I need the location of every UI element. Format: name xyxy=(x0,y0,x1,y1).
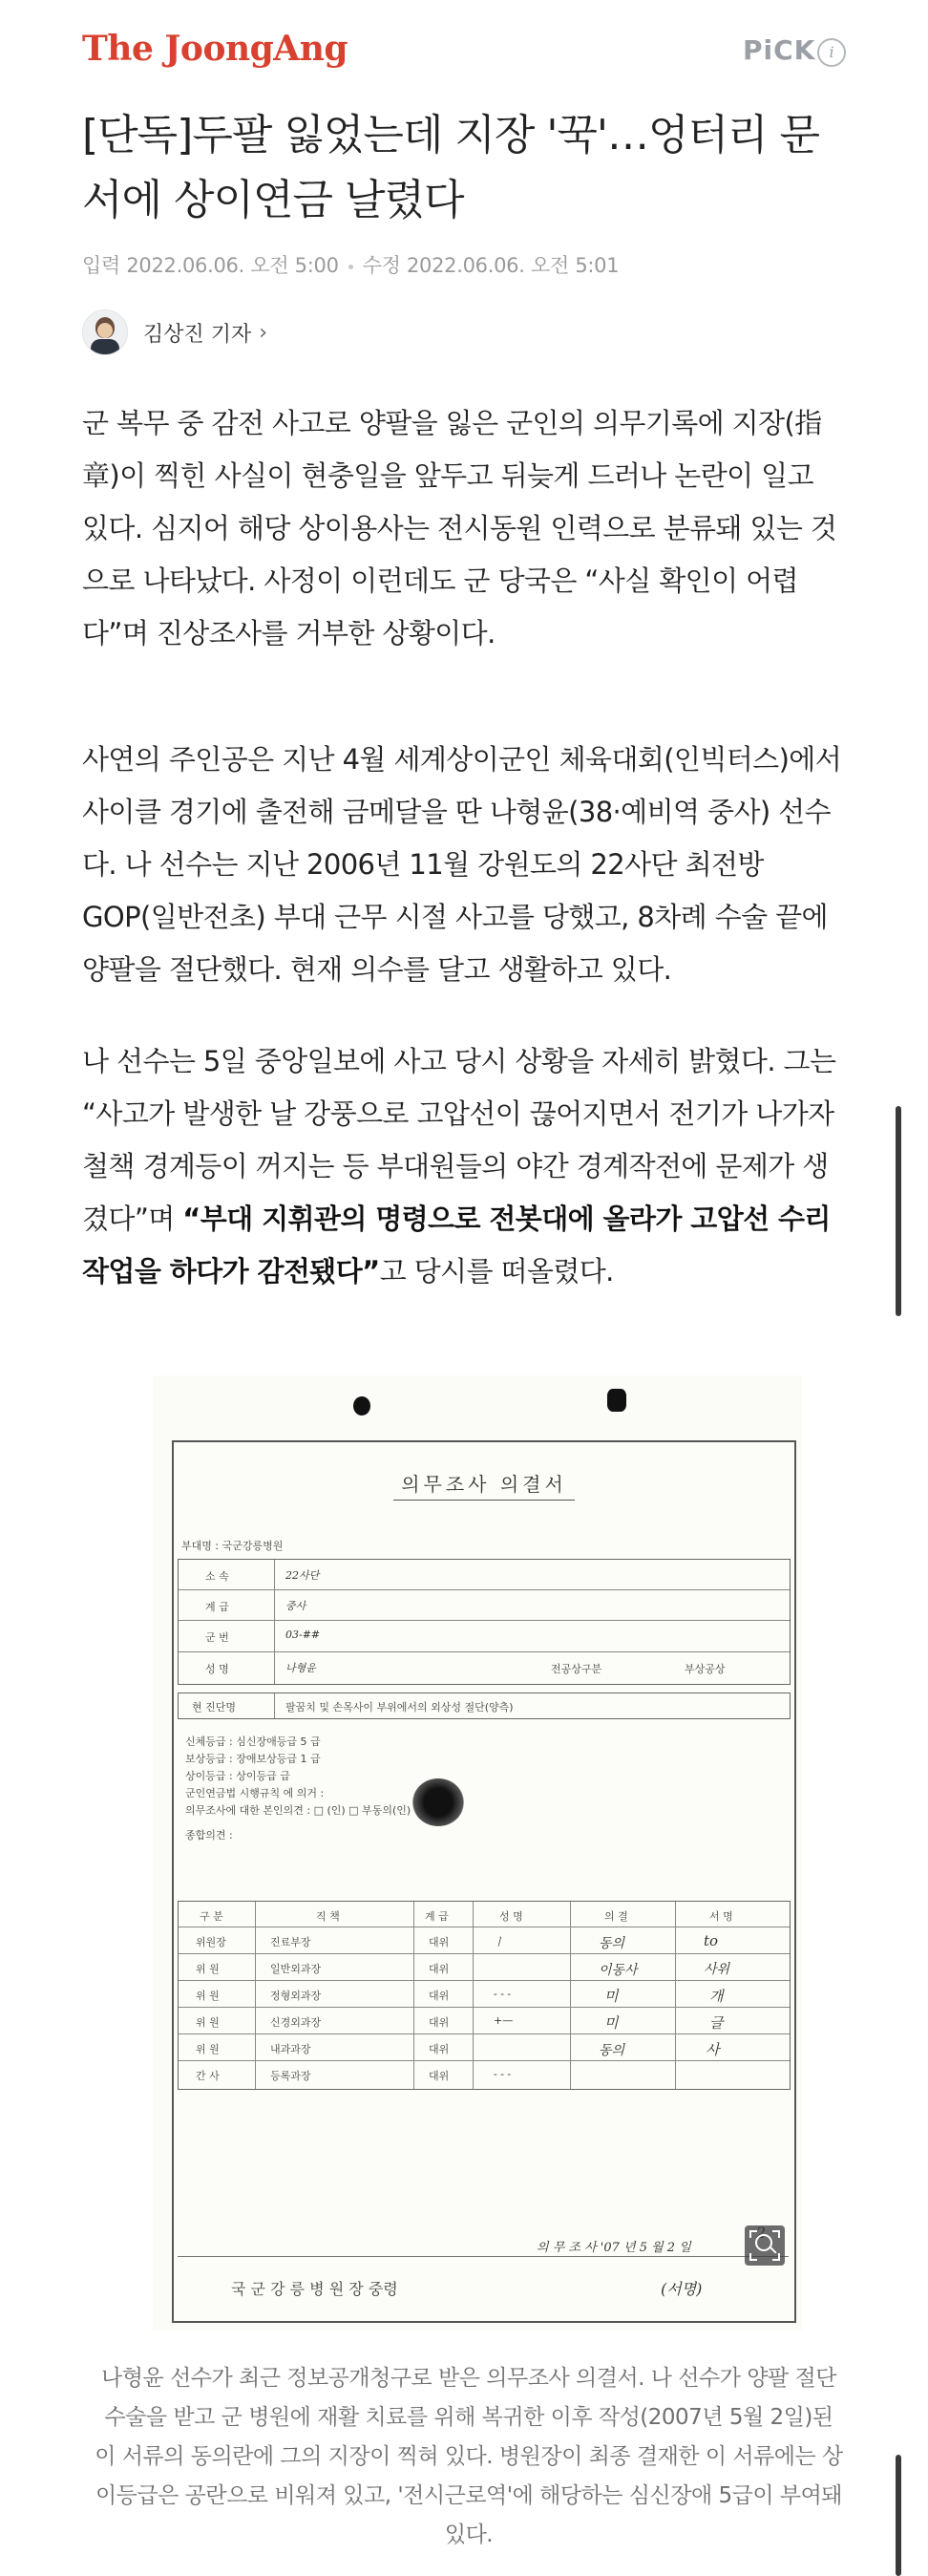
info-right-label: 전공상구분 xyxy=(551,1663,602,1675)
paragraph-1: 군 복무 중 감전 사고로 양팔을 잃은 군인의 의무기록에 지장(指章)이 찍힌 사실이 현충일을 앞두고 뒤늦게 드러나 논란이 일고 있다. 심지어 해당 상이용사는 전시동원 인력으로 분류돼 있는 것으로 나타났다. 사정이 이런데도 군 당국은 “사실 확인이 어렵다”며 진상조사를 거부한 상황이다. xyxy=(82,407,837,649)
committee-position: 내과과장 xyxy=(270,2043,311,2055)
paragraph-3-tail: 고 당시를 떠올렸다. xyxy=(379,1255,614,1288)
info-value: 22사단 xyxy=(285,1569,320,1582)
info-icon[interactable]: i xyxy=(817,38,846,67)
approval-divider xyxy=(178,2256,789,2257)
grade-line: 의무조사에 대한 본인의견 : □ (인) □ 부동의(인) xyxy=(185,1804,411,1817)
info-label: 성 명 xyxy=(205,1663,229,1675)
title-underline xyxy=(393,1500,575,1501)
committee-header: 계 급 xyxy=(425,1910,449,1923)
info-value: 나형윤 xyxy=(285,1662,316,1674)
committee-rank: 대위 xyxy=(429,1990,450,2002)
committee-rank: 대위 xyxy=(429,2016,450,2029)
committee-vote: 동의 xyxy=(599,2043,625,2058)
image-caption: 나형윤 선수가 최근 정보공개청구로 받은 의무조사 의결서. 나 선수가 양팔 절단 수술을 받고 군 병원에 재활 치료를 위해 복귀한 이후 작성(2007년 5월 2일)된 이 서류의 동의란에 그의 지장이 찍혀 있다. 병원장이 최종 결재한 이 서류에는 상이등급은 공란으로 비워져 있고, '전시근로역'에 해당하는 심신장애 5급이 부여돼 있다. xyxy=(95,2366,843,2547)
grade-line: 종합의견 : xyxy=(185,1829,233,1842)
committee-vote: 동의 xyxy=(599,1936,625,1951)
committee-name: - - - xyxy=(494,1988,512,2000)
committee-header: 직 책 xyxy=(316,1910,340,1923)
committee-position: 정형외과장 xyxy=(270,1990,322,2002)
pick-label: PiCK xyxy=(743,34,816,66)
committee-role: 위원장 xyxy=(196,1936,226,1948)
info-value: 중사 xyxy=(285,1600,306,1612)
ink-blot xyxy=(607,1389,626,1412)
committee-sign: 개 xyxy=(709,1988,724,2005)
committee-rank: 대위 xyxy=(429,2043,450,2055)
document-title: 의무조사 의결서 xyxy=(401,1473,567,1496)
committee-role: 위 원 xyxy=(196,1990,220,2002)
author-link[interactable] xyxy=(82,308,267,357)
committee-vote: 미 xyxy=(604,2014,619,2032)
grade-line: 보상등급 : 장애보상등급 1 급 xyxy=(185,1753,321,1765)
article-title: [단독]두팔 잃었는데 지장 '꾹'…엉터리 문서에 상이연금 날렸다 xyxy=(82,111,820,224)
committee-header: 의 결 xyxy=(604,1910,628,1923)
committee-rank: 대위 xyxy=(429,1936,450,1948)
paragraph-3-quote: “부대 지휘관의 명령으로 전봇대에 올라가 고압선 수리 작업을 하다가 감전됐다” xyxy=(82,1203,831,1288)
committee-vote: 미 xyxy=(604,1988,619,2005)
paragraph-3-text: 나 선수는 5일 중앙일보에 사고 당시 상황을 자세히 밝혔다. 그는 “사고가 발생한 날 강풍으로 고압선이 끊어지면서 전기가 나가자 철책 경계등이 꺼지는 등 부대원들의 야간 경계작전에 문제가 생겼다”며 xyxy=(82,1045,836,1235)
committee-sign: to xyxy=(704,1932,719,1949)
committee-position: 일반외과장 xyxy=(270,1963,322,1975)
article-dates xyxy=(82,250,619,279)
committee-position: 등록과장 xyxy=(270,2070,311,2082)
committee-role: 간 사 xyxy=(196,2070,220,2082)
info-label: 계 급 xyxy=(205,1601,229,1613)
committee-header: 구 분 xyxy=(200,1910,223,1923)
committee-name: +— xyxy=(494,2014,514,2027)
diagnosis-row xyxy=(178,1692,791,1719)
paragraph-3 xyxy=(82,1035,846,1298)
ink-blot xyxy=(353,1396,370,1416)
document-image[interactable] xyxy=(153,1375,802,2331)
committee-rank: 대위 xyxy=(429,1963,450,1975)
date-separator xyxy=(348,265,353,269)
committee-role: 위 원 xyxy=(196,2016,220,2029)
diagnosis-value: 팔꿈치 및 손목사이 부위에서의 외상성 절단(양측) xyxy=(285,1701,514,1714)
committee-role: 위 원 xyxy=(196,1963,220,1975)
chevron-right-icon: › xyxy=(259,320,268,345)
published-date: 입력 2022.06.06. 오전 5:00 xyxy=(82,254,339,277)
scroll-indicator[interactable] xyxy=(896,2455,901,2576)
committee-name: ㅣ xyxy=(494,1936,504,1948)
committee-sign: 글 xyxy=(709,2014,724,2032)
scroll-indicator[interactable] xyxy=(896,1106,901,1316)
site-header xyxy=(0,0,928,105)
committee-header: 서 명 xyxy=(709,1910,733,1923)
joongang-logo[interactable]: The JoongAng xyxy=(82,29,348,69)
committee-sign: 사 xyxy=(706,2041,720,2058)
approval-sign: (서명) xyxy=(661,2280,703,2298)
diagnosis-label: 현 진단명 xyxy=(192,1701,237,1714)
grade-line: 상이등급 : 상이등급 급 xyxy=(185,1770,290,1782)
document-date: 의 무 조 사 '07 년 5 월 2 일 xyxy=(537,2241,691,2255)
author-name: 김상진 기자 xyxy=(143,322,252,347)
committee-rank: 대위 xyxy=(429,2070,450,2082)
paragraph-2: 사연의 주인공은 지난 4월 세계상이군인 체육대회(인빅터스)에서 사이클 경기에 출전해 금메달을 딴 나형윤(38·예비역 중사) 선수다. 나 선수는 지난 2006년 11월 강원도의 22사단 최전방 GOP(일반전초) 부대 근무 시절 사고를 당했고, 8차례 수술 끝에 양팔을 절단했다. 현재 의수를 달고 생활하고 있다. xyxy=(82,743,842,986)
committee-role: 위 원 xyxy=(196,2043,220,2055)
committee-position: 신경외과장 xyxy=(270,2016,322,2029)
unit-line: 부대명 : 국군강릉병원 xyxy=(181,1540,284,1552)
approval-line: 국 군 강 릉 병 원 장 중령 xyxy=(231,2280,398,2298)
info-label: 소 속 xyxy=(205,1570,229,1583)
document-frame xyxy=(172,1440,796,2323)
grade-line: 군인연금법 시행규칙 에 의거 : xyxy=(185,1787,325,1799)
info-right-value: 부상공상 xyxy=(685,1663,726,1675)
grade-line: 신체등급 : 심신장애등급 5 급 xyxy=(185,1735,321,1748)
info-label: 군 번 xyxy=(205,1631,229,1644)
info-value: 03-## xyxy=(285,1629,321,1641)
modified-date: 수정 2022.06.06. 오전 5:01 xyxy=(362,254,620,277)
committee-vote: 이동사 xyxy=(599,1963,638,1978)
info-table xyxy=(178,1559,791,1685)
zoom-icon[interactable] xyxy=(745,2225,785,2266)
committee-sign: 사위 xyxy=(704,1962,730,1977)
author-avatar xyxy=(82,309,128,355)
committee-name: - - - xyxy=(494,2068,512,2080)
fingerprint-smudge xyxy=(412,1778,464,1826)
committee-header: 성 명 xyxy=(499,1910,523,1923)
committee-table xyxy=(178,1901,791,2090)
committee-position: 진료부장 xyxy=(270,1936,311,1948)
